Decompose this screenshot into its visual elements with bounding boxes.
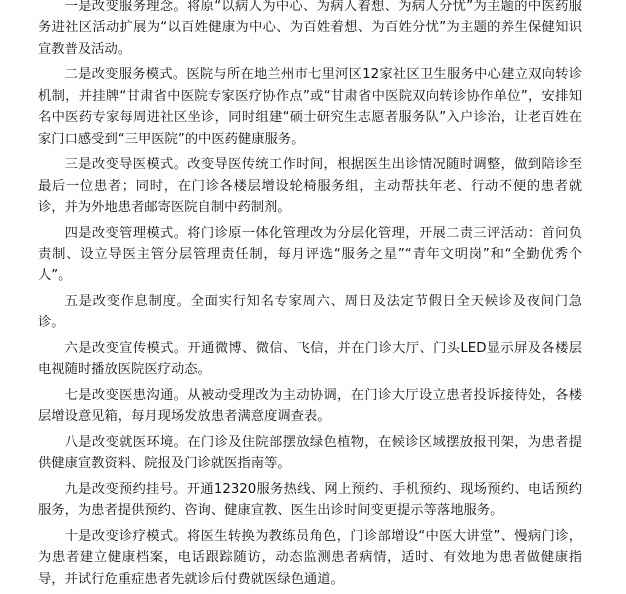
paragraph-treatment-model: 十是改变诊疗模式。将医生转换为教练员角色，门诊部增设“中医大讲堂”、慢病门诊，为患者建立健康档案，电话跟踪随访，动态监测患者病情，适时、有效地为患者做健康指导，并试行危重症患者先就诊后付费就医绿色通道。 (38, 529, 582, 587)
paragraph-doctor-patient-communication: 七是改变医患沟通。从被动受理改为主动协调，在门诊大厅设立患者投诉接待处，各楼层增设意见箱，每月现场发放患者满意度调查表。 (38, 388, 582, 425)
paragraph-work-schedule: 五是改变作息制度。全面实行知名专家周六、周日及法定节假日全天候诊及夜间门急诊。 (38, 294, 582, 331)
paragraph-publicity-model: 六是改变宣传模式。开通微博、微信、飞信，并在门诊大厅、门头LED显示屏及各楼层电视随时播放医院医疗动态。 (38, 341, 582, 378)
paragraph-guidance-model: 三是改变导医模式。改变导医传统工作时间，根据医生出诊情况随时调整，做到陪诊至最后一位患者；同时，在门诊各楼层增设轮椅服务组，主动帮扶年老、行动不便的患者就诊，并为外地患者邮寄医院自制中药制剂。 (38, 157, 582, 216)
paragraph-appointment-registration: 九是改变预约挂号。开通12320服务热线、网上预约、手机预约、现场预约、电话预约服务，为患者提供预约、咨询、健康宣教、医生出诊时间变更提示等落地服务。 (38, 482, 582, 519)
paragraph-service-model: 二是改变服务模式。医院与所在地兰州市七里河区12家社区卫生服务中心建立双向转诊机制，并挂牌“甘肃省中医院专家医疗协作点”或“甘肃省中医院双向转诊协作单位”，安排知名中医药专家每周进社区坐诊，同时组建“硕士研究生志愿者服务队”入户诊治，让老百姓在家门口感受到“三甲医院”的中医药健康服务。 (38, 67, 582, 147)
paragraph-medical-environment: 八是改变就医环境。在门诊及住院部摆放绿色植物，在候诊区域摆放报刊架，为患者提供健康宣教资料、院报及门诊就医指南等。 (38, 435, 582, 472)
paragraph-management-model: 四是改变管理模式。将门诊原一体化管理改为分层化管理，开展二责三评活动：首问负责制、设立导医主管分层管理责任制，每月评选“服务之星”“青年文明岗”和“全勤优秀个人”。 (38, 225, 582, 284)
paragraph-service-concept: 一是改变服务理念。将原“以病人为中心、为病人着想、为病人分忧”为主题的中医药服务进社区活动扩展为“以百姓健康为中心、为百姓着想、为百姓分忧”为主题的养生保健知识宣教普及活动。 (38, 0, 582, 57)
